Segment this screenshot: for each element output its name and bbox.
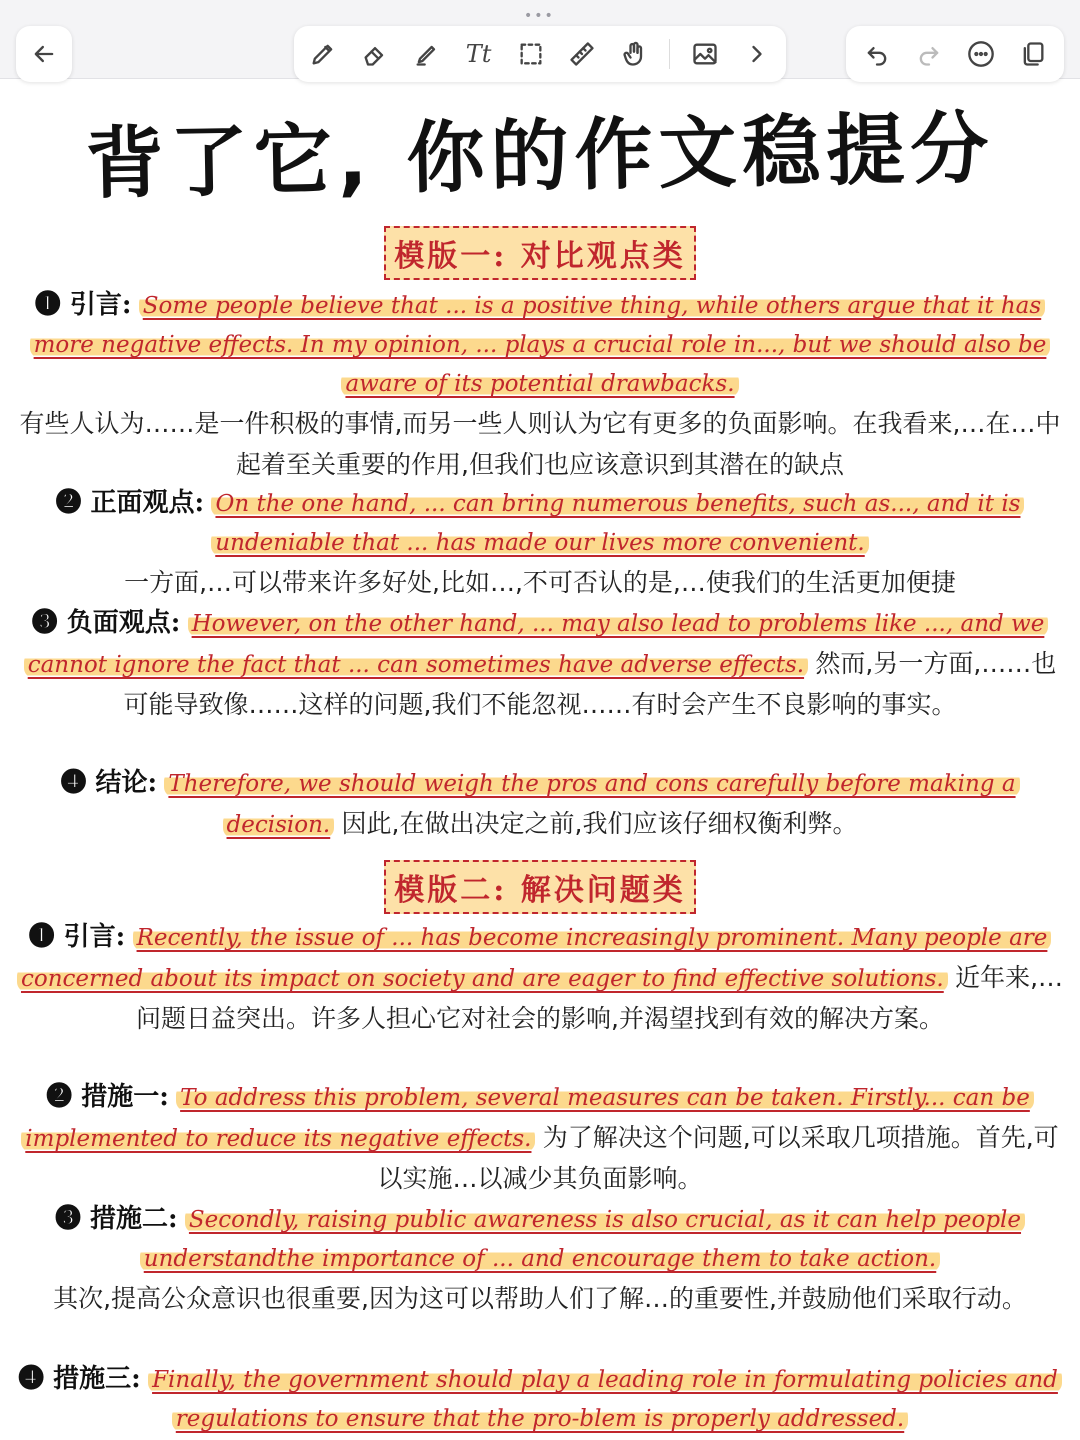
section-title-1 — [0, 226, 1080, 280]
english-template-text: However, on the other hand, ... may also lead to problems like ..., and we cannot ignore the fact that ... can sometimes have adverse effects. — [24, 611, 1049, 678]
template1-negative-view — [16, 604, 1064, 726]
chinese-translation: 为了解决这个问题,可以采取几项措施。首先,可以实施…以减少其负面影响。 — [377, 1123, 1059, 1193]
ruler-icon[interactable] — [565, 37, 599, 71]
template1-positive-view — [16, 484, 1064, 604]
template2-measure-three — [16, 1360, 1064, 1439]
chinese-translation: 其次,提高公众意识也很重要,因为这可以帮助人们了解…的重要性,并鼓励他们采取行动。 — [53, 1284, 1027, 1313]
chinese-translation: 近年来,…问题日益突出。许多人担心它对社会的影响,并渴望找到有效的解决方案。 — [136, 963, 1064, 1033]
chevron-right-icon[interactable] — [740, 37, 774, 71]
template1-conclusion — [16, 764, 1064, 845]
item-label: ❹ 措施三: — [18, 1364, 141, 1394]
hand-pointer-icon[interactable] — [617, 37, 651, 71]
window-grip[interactable]: ••• — [524, 8, 555, 24]
english-template-text: Secondly, raising public awareness is also crucial, as it can help people understandthe importance of ... and encourage them to take action. — [140, 1207, 1025, 1272]
english-template-text: Finally, the government should play a leading role in formulating policies and regulations to ensure that the pro-blem is properly addressed. — [148, 1367, 1062, 1432]
actions-pill — [846, 26, 1064, 82]
redo-icon[interactable] — [912, 37, 946, 71]
section-title-text: 模版一: 对比观点类 — [384, 226, 696, 280]
item-label: ❶ 引言: — [28, 922, 126, 952]
chinese-translation: 有些人认为……是一件积极的事情,而另一些人则认为它有更多的负面影响。在我看来,…在…中起着至关重要的作用,但我们也应该意识到其潜在的缺点 — [19, 409, 1061, 479]
back-button-pill — [16, 26, 72, 82]
template2-measure-two — [16, 1200, 1064, 1320]
text-tool-icon[interactable]: Tt — [465, 40, 492, 68]
pages-icon[interactable] — [1016, 37, 1050, 71]
item-label: ❹ 结论: — [60, 768, 158, 798]
section-title-text: 模版二: 解决问题类 — [384, 860, 696, 914]
chinese-translation: 因此,在做出决定之前,我们应该仔细权衡利弊。 — [341, 809, 858, 838]
item-label: ❸ 负面观点: — [31, 608, 181, 638]
template2-intro — [16, 918, 1064, 1040]
top-toolbar — [0, 0, 1080, 79]
lasso-select-icon[interactable] — [514, 37, 548, 71]
chinese-translation: 然而,另一方面,……也可能导致像……这样的问题,我们不能忽视……有时会产生不良影响的事实。 — [123, 649, 1057, 719]
english-template-text: Some people believe that ... is a positive thing, while others argue that it has more negative effects. In my opinion, ... plays a crucial role in..., but we should also be aware of its potential drawbacks. — [30, 293, 1051, 397]
image-icon[interactable] — [688, 37, 722, 71]
english-template-text: To address this problem, several measures can be taken. Firstly... can be implemented to reduce its negative effects. — [21, 1085, 1034, 1152]
english-template-text: On the one hand, ... can bring numerous benefits, such as..., and it is undeniable that ... has made our lives more convenient. — [211, 491, 1024, 556]
english-template-text: Therefore, we should weigh the pros and cons carefully before making a decision. — [164, 771, 1019, 838]
english-template-text: Recently, the issue of ... has become increasingly prominent. Many people are concerned about its impact on society and are eager to find effective solutions. — [17, 925, 1051, 992]
template1-intro — [16, 286, 1064, 486]
toolbar-divider — [669, 39, 670, 69]
eraser-icon[interactable] — [358, 37, 392, 71]
item-label: ❶ 引言: — [34, 290, 132, 320]
undo-icon[interactable] — [860, 37, 894, 71]
section-title-2 — [0, 860, 1080, 914]
item-label: ❸ 措施二: — [54, 1204, 178, 1234]
pen-icon[interactable] — [306, 37, 340, 71]
tools-palette — [294, 26, 786, 82]
item-label: ❷ 正面观点: — [55, 488, 205, 518]
page-title: 背了它, 你的作文稳提分 — [84, 104, 996, 210]
highlighter-icon[interactable] — [410, 37, 444, 71]
back-arrow-icon[interactable] — [27, 37, 61, 71]
more-icon[interactable] — [964, 37, 998, 71]
item-label: ❷ 措施一: — [46, 1082, 169, 1112]
template2-measure-one — [16, 1078, 1064, 1200]
chinese-translation: 一方面,…可以带来许多好处,比如…,不可否认的是,…使我们的生活更加便捷 — [124, 568, 956, 597]
